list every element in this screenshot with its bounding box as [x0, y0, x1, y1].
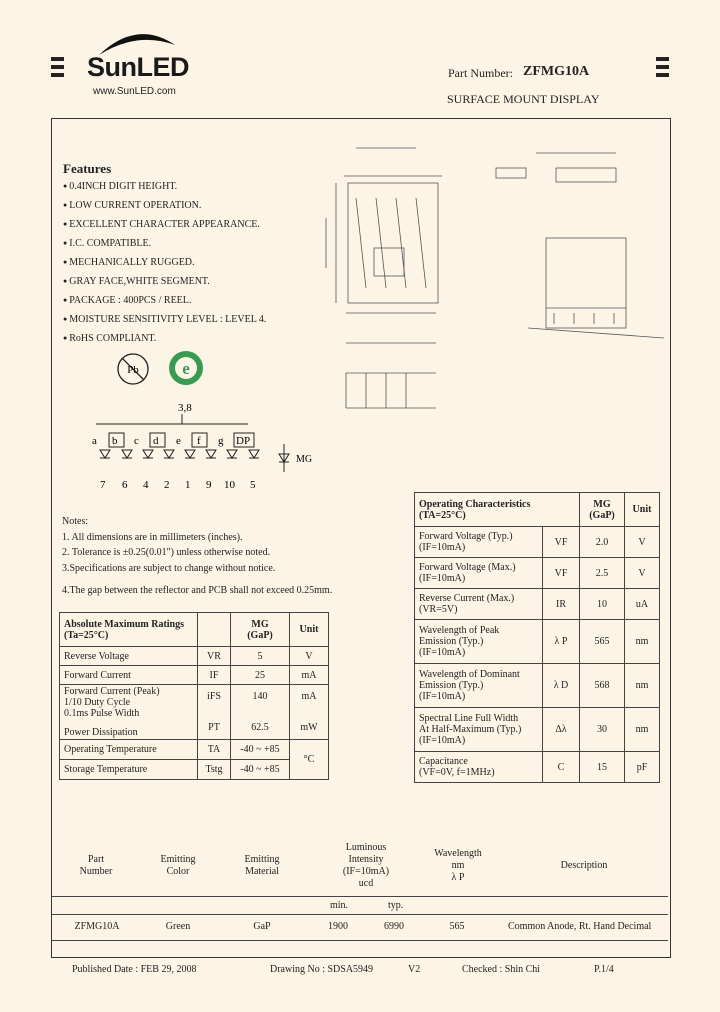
footer-page: P.1/4 — [594, 964, 614, 975]
segment-label: a — [92, 435, 97, 447]
common-pin-label: 3,8 — [178, 402, 192, 414]
table-row: Reverse Current (Max.) (VR=5V) IR 10 uA — [415, 589, 660, 620]
pin-label: 1 — [185, 479, 191, 491]
footer-checked: Checked : Shin Chi — [462, 964, 541, 975]
brand-url[interactable]: www.SunLED.com — [93, 86, 176, 97]
note-item: 3.Specifications are subject to change without notice. — [62, 563, 276, 574]
op-char-cond: (TA=25°C) — [419, 509, 466, 521]
op-char-col-unit: Unit — [625, 493, 660, 527]
operating-characteristics-table — [414, 492, 660, 783]
pin-label: 5 — [250, 479, 256, 491]
segment-column-b — [109, 433, 132, 491]
segment-label: g — [218, 435, 224, 447]
feature-item: ● EXCELLENT CHARACTER APPEARANCE. — [63, 215, 266, 234]
package-dimension-drawing — [296, 128, 668, 418]
feature-item: ● GRAY FACE,WHITE SEGMENT. — [63, 272, 266, 291]
abs-max-header — [60, 613, 198, 647]
segment-label: DP — [236, 435, 251, 447]
abs-max-col-mg: MG (GaP) — [231, 613, 290, 647]
table-row: Forward Current (Peak) 1/10 Duty Cycle 0.1ms Pulse Width Power Dissipation iFS PT 140 62.5 mA mW — [60, 685, 329, 740]
sub-typ: typ. — [388, 900, 404, 911]
pb-label: Pb — [127, 364, 139, 376]
col-description: Description — [560, 860, 608, 871]
row-typ: 6990 — [384, 921, 404, 932]
diode-legend — [279, 444, 312, 472]
pin-label: 4 — [143, 479, 149, 491]
op-char-title: Operating Characteristics — [419, 498, 531, 510]
table-row: Wavelength of Dominant Emission (Typ.) (IF=10mA) λ D 568 nm — [415, 664, 660, 708]
abs-max-title: Absolute Maximum Ratings — [64, 618, 185, 630]
segment-column-f — [192, 433, 216, 491]
segment-column-d — [150, 433, 174, 491]
table-row: Forward Current IF 25 mA — [60, 666, 329, 685]
features-title: Features — [63, 161, 112, 176]
segment-label: b — [112, 435, 118, 447]
pin-label: 2 — [164, 479, 170, 491]
notes-title: Notes: — [62, 516, 89, 527]
segment-column-a — [92, 435, 110, 491]
table-row: Storage Temperature Tstg -40 ~ +85 — [60, 760, 329, 780]
row-part: ZFMG10A — [74, 921, 120, 932]
right-bar-icon — [656, 57, 669, 81]
pb-free-icon — [114, 350, 152, 388]
rohs-e-icon — [166, 348, 206, 388]
abs-max-cond: (Ta=25°C) — [64, 629, 109, 641]
feature-item: ● PACKAGE : 400PCS / REEL. — [63, 291, 266, 310]
footer-version: V2 — [408, 964, 421, 975]
table-row: Reverse Voltage VR 5 V — [60, 647, 329, 666]
segment-column-dp — [234, 433, 259, 491]
feature-item: ● LOW CURRENT OPERATION. — [63, 196, 266, 215]
table-row: Operating Temperature TA -40 ~ +85 °C — [60, 740, 329, 760]
page-subtitle: SURFACE MOUNT DISPLAY — [447, 92, 600, 106]
feature-item: ● MECHANICALLY RUGGED. — [63, 253, 266, 272]
circuit-diagram — [86, 398, 326, 494]
legend-label: MG — [296, 454, 313, 465]
note-item: 4.The gap between the reflector and PCB shall not exceed 0.25mm. — [62, 585, 333, 596]
note-item: 1. All dimensions are in millimeters (inches). — [62, 532, 243, 543]
col-wavelength: Wavelength nm λ P — [434, 848, 482, 883]
col-emitting-material: Emitting Material — [244, 854, 280, 877]
note-item: 2. Tolerance is ±0.25(0.01") unless otherwise noted. — [62, 547, 271, 558]
feature-item: ● RoHS COMPLIANT. — [63, 329, 266, 348]
absolute-max-ratings-table — [59, 612, 329, 780]
op-char-col-mg: MG (GaP) — [580, 493, 625, 527]
part-number-value: ZFMG10A — [523, 64, 590, 79]
table-row: Spectral Line Full Width At Half-Maximum (Typ.) (IF=10mA) Δλ 30 nm — [415, 708, 660, 752]
op-char-header — [415, 493, 580, 527]
footer-drawing: Drawing No : SDSA5949 — [270, 964, 374, 975]
table-row: Capacitance (VF=0V, f=1MHz) C 15 pF — [415, 752, 660, 783]
part-number-label: Part Number: — [448, 66, 513, 80]
segment-label: c — [134, 435, 139, 447]
row-material: GaP — [253, 921, 271, 932]
table-row: Forward Voltage (Max.) (IF=10mA) VF 2.5 V — [415, 558, 660, 589]
brand-logo: SunLED — [87, 52, 189, 82]
feature-item: ● MOISTURE SENSITIVITY LEVEL : LEVEL 4. — [63, 310, 266, 329]
footer-published: Published Date : FEB 29, 2008 — [72, 964, 197, 975]
feature-item: ● I.C. COMPATIBLE. — [63, 234, 266, 253]
pin-label: 7 — [100, 479, 106, 491]
features-list — [63, 177, 266, 348]
table-row: Forward Voltage (Typ.) (IF=10mA) VF 2.0 V — [415, 527, 660, 558]
pin-label: 10 — [224, 479, 235, 491]
segment-label: e — [176, 435, 181, 447]
segment-label: d — [153, 435, 159, 447]
abs-max-col-unit: Unit — [290, 613, 329, 647]
pin-label: 6 — [122, 479, 128, 491]
row-min: 1900 — [328, 921, 348, 932]
table-row: Wavelength of Peak Emission (Typ.) (IF=10mA) λ P 565 nm — [415, 620, 660, 664]
row-desc: Common Anode, Rt. Hand Decimal — [508, 921, 652, 932]
e-label: e — [182, 359, 190, 378]
col-part-number: Part Number — [79, 854, 113, 877]
feature-item: ● 0.4INCH DIGIT HEIGHT. — [63, 177, 266, 196]
col-emitting-color: Emitting Color — [160, 854, 196, 877]
left-bar-icon — [51, 57, 64, 81]
segment-label: f — [197, 435, 201, 447]
pin-label: 9 — [206, 479, 212, 491]
row-color: Green — [165, 921, 191, 932]
row-wl: 565 — [449, 921, 465, 932]
sub-min: min. — [330, 900, 349, 911]
col-luminous-intensity: Luminous Intensity (IF=10mA) ucd — [342, 842, 390, 889]
